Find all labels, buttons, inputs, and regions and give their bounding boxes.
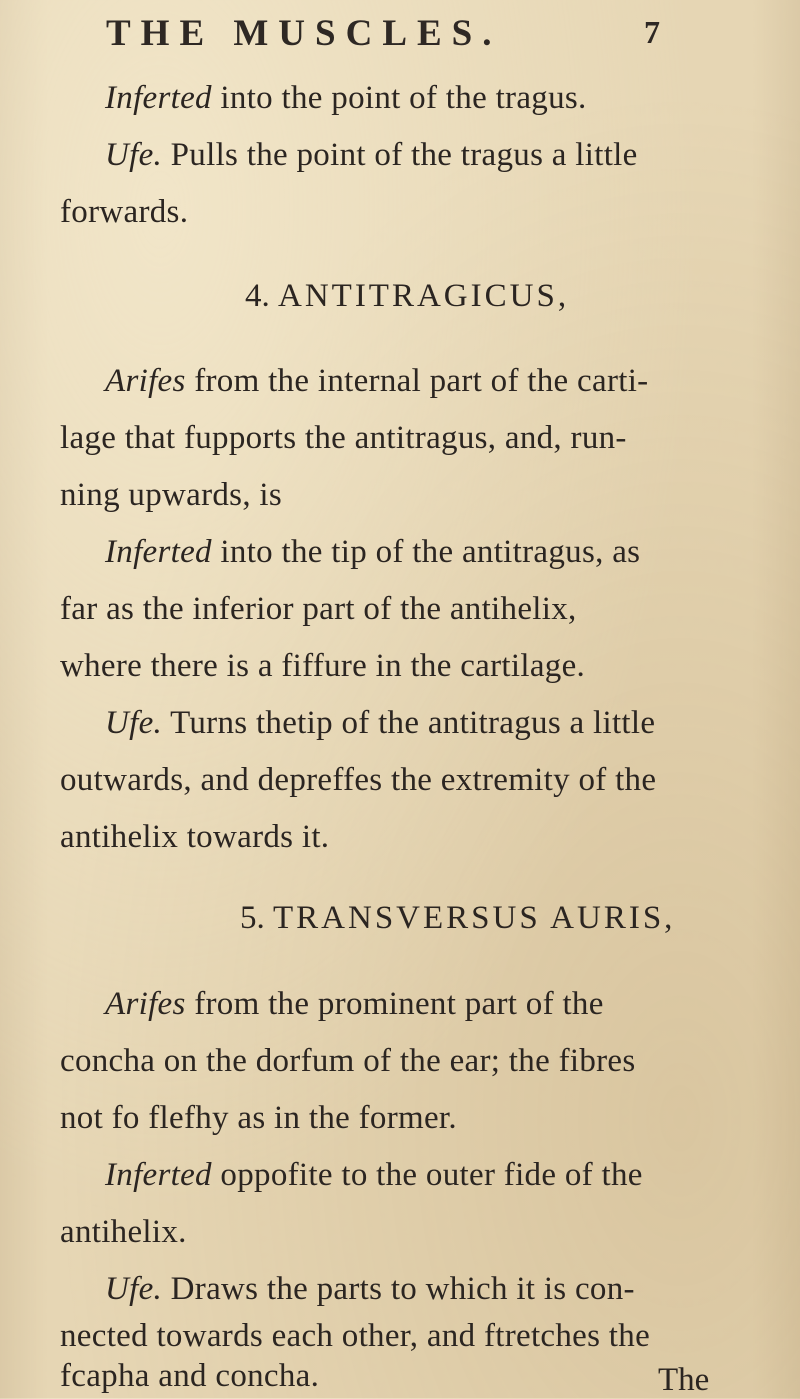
text-line: Arifes from the internal part of the carti- <box>105 363 649 399</box>
text-line: nected towards each other, and ftretches the <box>60 1318 651 1354</box>
section-title: ANTITRAGICUS, <box>278 278 570 314</box>
section-heading <box>240 900 675 937</box>
page-number: 7 <box>644 14 660 50</box>
text-line: ning upwards, is <box>60 477 283 513</box>
text-line: outwards, and depreffes the extremity of the <box>60 762 657 798</box>
text-line: fcapha and concha. <box>60 1358 320 1394</box>
text-line: not fo flefhy as in the former. <box>60 1100 457 1136</box>
section-number: 5. <box>240 900 265 936</box>
catchword: The <box>658 1362 710 1398</box>
text-line: concha on the dorfum of the ear; the fibres <box>60 1043 636 1079</box>
section-number: 4. <box>245 278 270 314</box>
text-line: Ufe. Draws the parts to which it is con- <box>105 1271 635 1307</box>
page-header <box>100 12 660 62</box>
text-line: Ufe. Turns thetip of the antitragus a little <box>105 705 656 741</box>
text-line: Arifes from the prominent part of the <box>105 986 604 1022</box>
text-line: Ufe. Pulls the point of the tragus a little <box>105 137 638 173</box>
text-line: forwards. <box>60 194 189 230</box>
text-line: antihelix towards it. <box>60 819 330 855</box>
text-line: Inferted into the tip of the antitragus, as <box>105 534 641 570</box>
section-heading <box>245 278 569 315</box>
text-line: Inferted into the point of the tragus. <box>105 80 587 116</box>
text-line: far as the inferior part of the antihelix, <box>60 591 577 627</box>
text-line: lage that fupports the antitragus, and, run- <box>60 420 627 456</box>
running-head: THE MUSCLES. <box>106 13 502 54</box>
text-line: Inferted oppofite to the outer fide of the <box>105 1157 643 1193</box>
section-title: TRANSVERSUS AURIS, <box>273 900 676 936</box>
text-line: antihelix. <box>60 1214 187 1250</box>
text-line: where there is a fiffure in the cartilage. <box>60 648 586 684</box>
